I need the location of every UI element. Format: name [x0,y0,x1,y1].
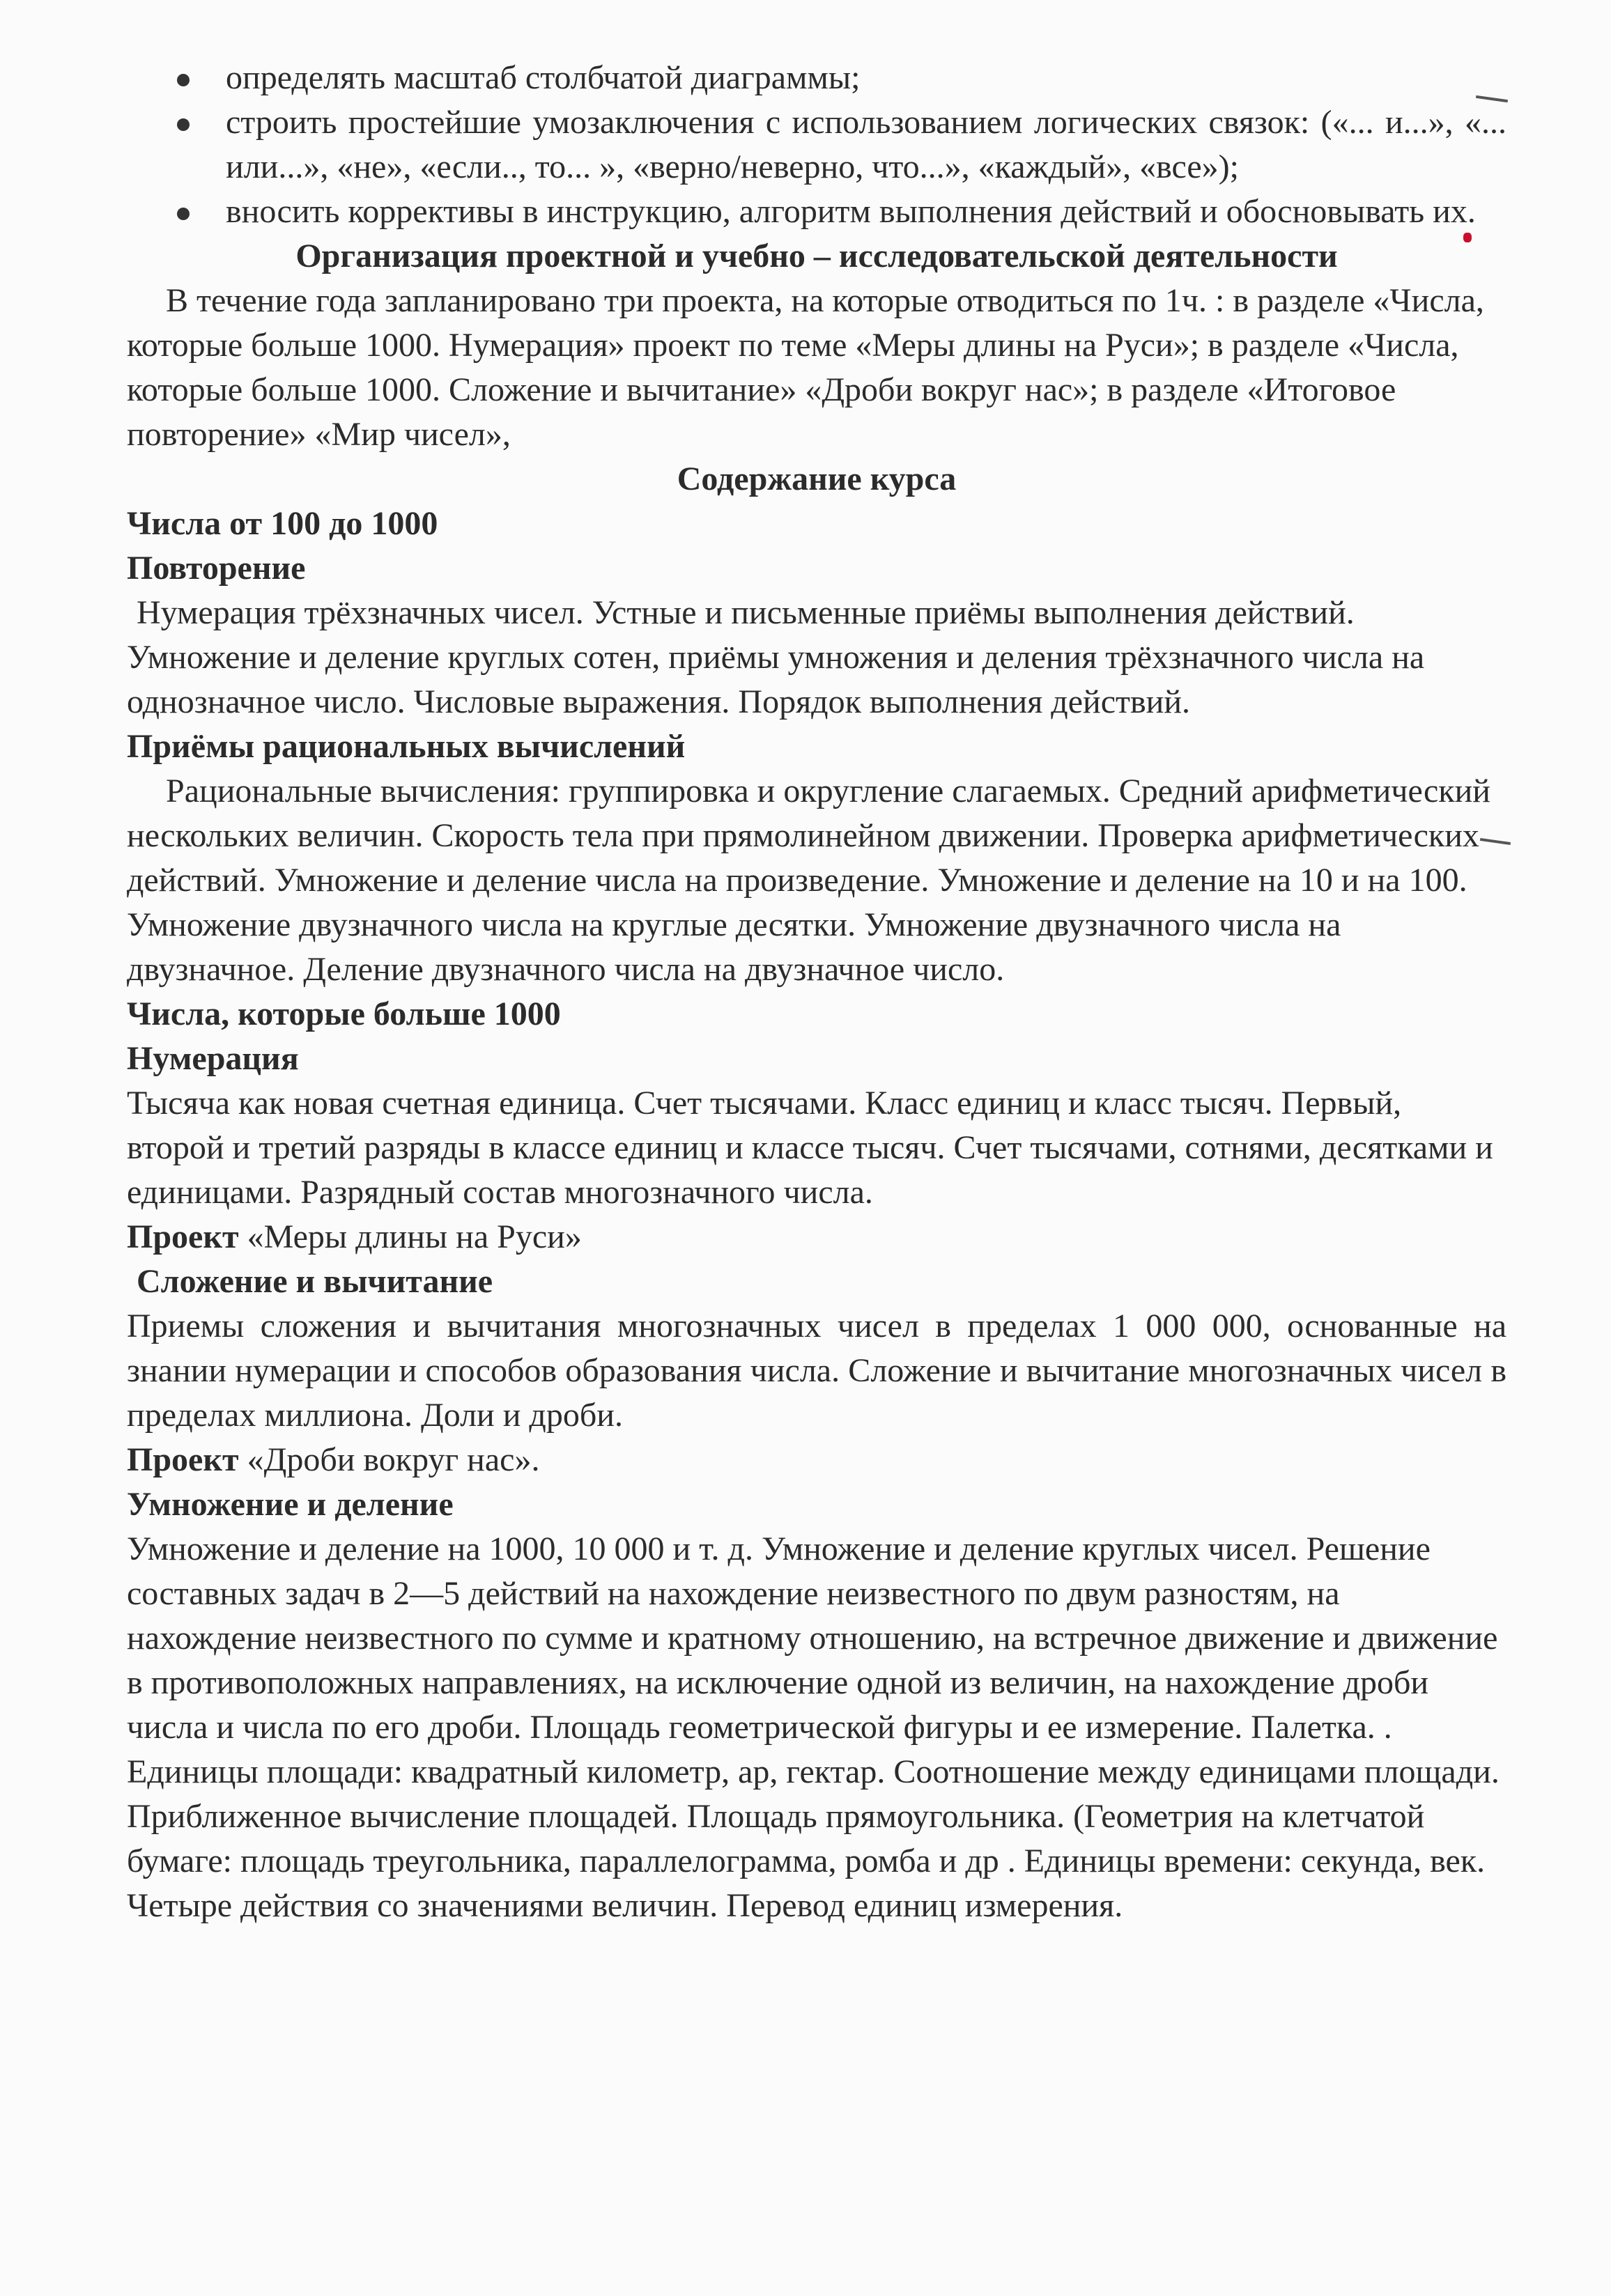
rational-calc-text: Рациональные вычисления: группировка и округление слагаемых. Средний арифметический нескольких величин. Скорость тела при прямолинейном движении. Проверка арифметических действий. Умножение и деление числа на произведение. Умножение и деление на 10 и на 100. Умножение двузначного числа на круглые десятки. Умножение двузначного числа на двузначное. Деление двузначного числа на двузначное число. [127,773,1490,988]
project-heading: Организация проектной и учебно – исследовательской деятельности [295,238,1338,274]
red-ink-dot [1463,233,1472,242]
subsection-title-addition: Сложение и вычитание [137,1263,493,1300]
bullet-dot-icon [177,74,190,86]
skills-bullet-list [127,56,1506,234]
bullet-text: вносить коррективы в инструкцию, алгоритм выполнения действий и обосновывать их. [226,193,1476,230]
section-title-numbers-100-1000: Числа от 100 до 1000 [127,505,438,542]
bullet-dot-icon [177,118,190,131]
project-line-1 [127,1215,1506,1259]
project-line-2 [127,1438,1506,1482]
project-name: «Меры длины на Руси» [247,1218,582,1255]
course-heading: Содержание курса [677,460,957,497]
bullet-item [127,56,1506,100]
bullet-dot-icon [177,208,190,220]
review-text: Нумерация трёхзначных чисел. Устные и письменные приёмы выполнения действий. Умножение и деление круглых сотен, приёмы умножения и деления трёхзначного числа на однозначное число. Числовые выражения. Порядок выполнения действий. [127,594,1425,720]
numeration-text: Тысяча как новая счетная единица. Счет тысячами. Класс единиц и класс тысяч. Первый, второй и третий разряды в классе единиц и классе тысяч. Счет тысячами, сотнями, десятками и единицами. Разрядный состав многозначного числа. [127,1085,1493,1211]
project-name: «Дроби вокруг нас». [247,1441,540,1478]
multiplication-text: Умножение и деление на 1000, 10 000 и т. д. Умножение и деление круглых чисел. Решение составных задач в 2—5 действий на нахождение неизвестного по двум разностям, на нахождение неизвестного по сумме и кратному отношению, на встречное движение и движение в противоположных направлениях, на исключение одной из величин, на нахождение дроби числа и числа по его дроби. Площадь геометрической фигуры и ее измерение. Палетка. . Единицы площади: квадратный километр, ар, гектар. Соотношение между единицами площади. Приближенное вычисление площадей. Площадь прямоугольника. (Геометрия на клетчатой бумаге: площадь треугольника, параллелограмма, ромба и др . Единицы времени: секунда, век. Четыре действия со значениями величин. Перевод единиц измерения. [127,1530,1500,1924]
addition-text: Приемы сложения и вычитания многозначных чисел в пределах 1 000 000, основанные на знании нумерации и способов образования числа. Сложение и вычитание многозначных чисел в пределах миллиона. Доли и дроби. [127,1308,1506,1434]
subsection-title-numeration: Нумерация [127,1040,299,1077]
subsection-title-rational-calc: Приёмы рациональных вычислений [127,728,686,765]
bullet-item [127,100,1506,189]
bullet-item [127,189,1506,234]
page-content [127,56,1506,1928]
subsection-title-multiplication: Умножение и деление [127,1486,454,1523]
project-label: Проект [127,1218,239,1255]
subsection-title-review: Повторение [127,550,306,587]
project-paragraph: В течение года запланировано три проекта, на которые отводиться по 1ч. : в разделе «Числа, которые больше 1000. Нумерация» проект по теме «Меры длины на Руси»; в разделе «Числа, которые больше 1000. Сложение и вычитание» «Дроби вокруг нас»; в разделе «Итоговое повторение» «Мир чисел», [127,282,1484,453]
section-title-numbers-over-1000: Числа, которые больше 1000 [127,995,561,1032]
project-label: Проект [127,1441,239,1478]
bullet-text: определять масштаб столбчатой диаграммы; [226,59,861,96]
bullet-text: строить простейшие умозаключения с использованием логических связок: («... и...», «... или...», «не», «если.., то... », «верно/неверно, что...», «каждый», «все»); [226,104,1506,185]
